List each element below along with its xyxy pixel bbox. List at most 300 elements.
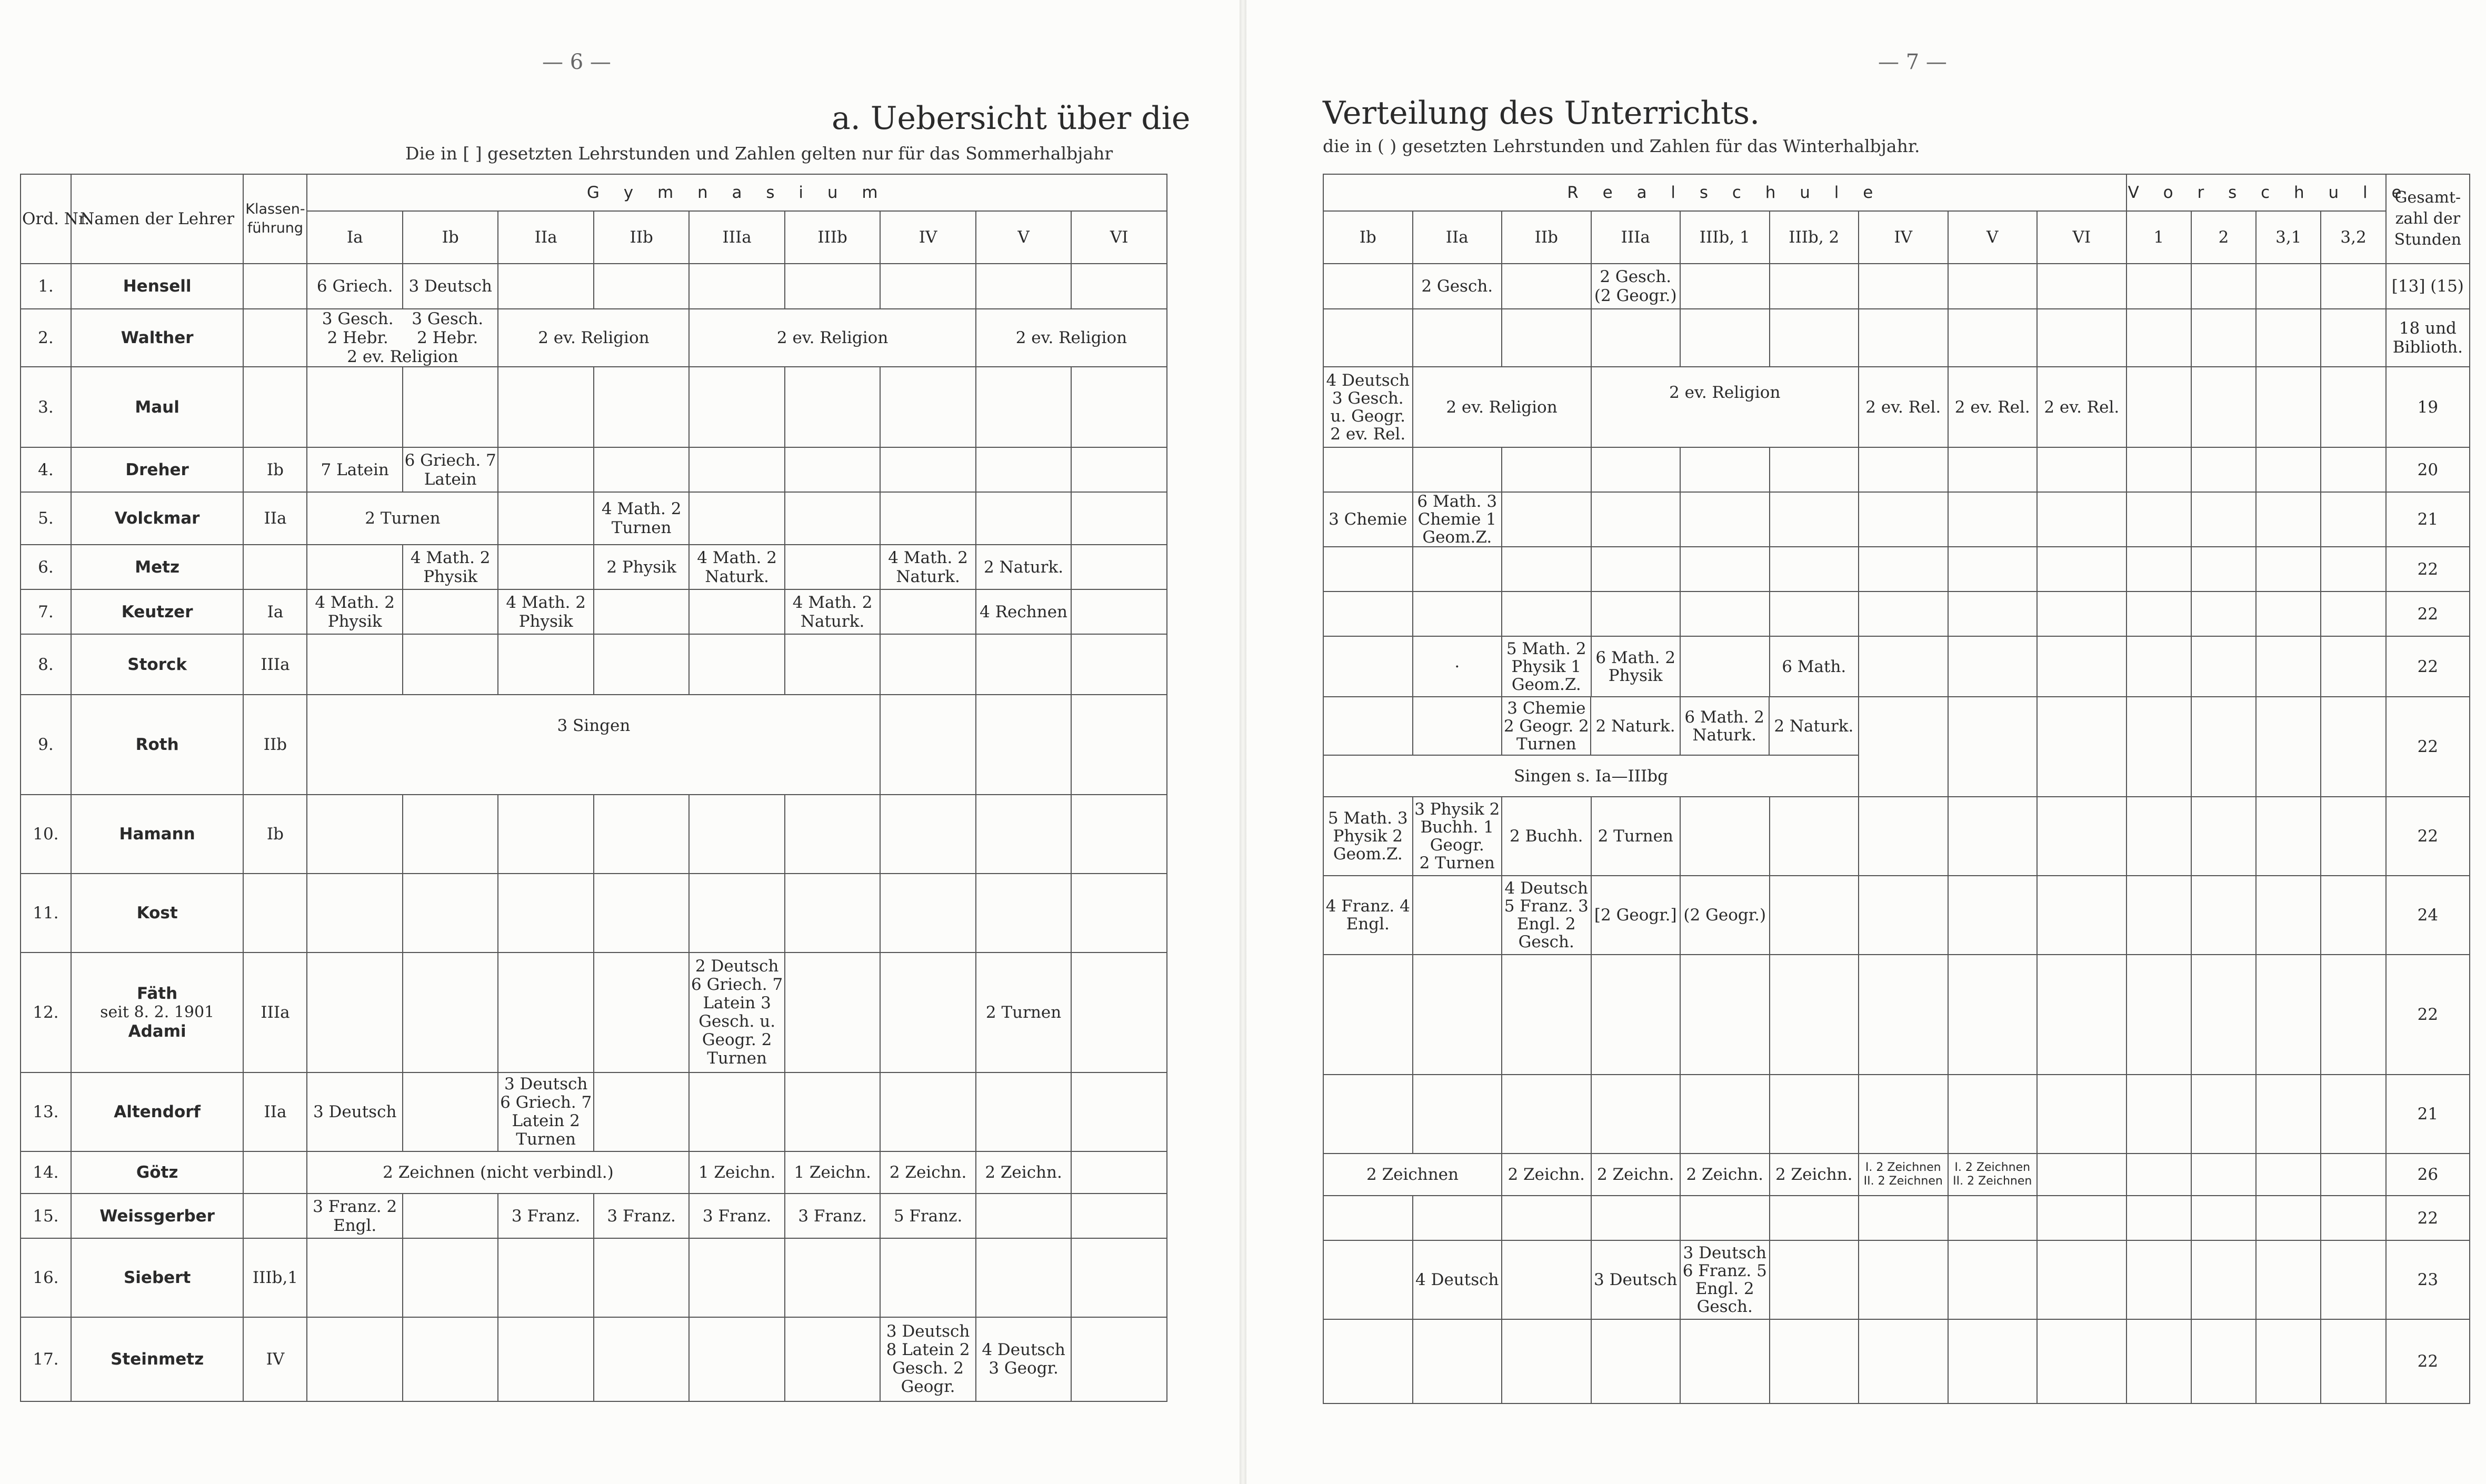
class-lead [243,874,307,952]
empty-cell [2191,492,2256,547]
empty-cell [1071,589,1167,634]
table-row [21,545,1167,589]
teacher-name: Kost [71,874,244,952]
empty-cell [880,795,975,874]
empty-cell [1948,797,2038,876]
empty-cell [1071,1238,1167,1317]
empty-cell [689,1238,784,1317]
empty-cell [2256,636,2321,697]
left-page [0,0,1240,1484]
row-number: 1. [21,264,71,309]
empty-cell [1680,797,1770,876]
empty-cell [2191,547,2256,591]
empty-cell [1948,492,2038,547]
empty-cell [1859,1196,1948,1240]
empty-cell [1948,547,2038,591]
header-class: IIIb, 1 [1680,211,1770,264]
table-row [21,589,1167,634]
empty-cell [1948,309,2038,367]
empty-cell [1071,545,1167,589]
empty-cell [2256,591,2321,636]
empty-cell [2191,797,2256,876]
empty-cell [403,367,498,447]
empty-cell [594,447,689,492]
header-class: Ib [1323,211,1413,264]
empty-cell [880,367,975,447]
row-number: 16. [21,1238,71,1317]
empty-cell [2126,697,2191,797]
empty-cell [307,545,402,589]
lesson-cell: 4 Rechnen [976,589,1071,634]
header-ord: Ord. Nr. [21,174,71,264]
empty-cell [2321,636,2385,697]
empty-cell [880,264,975,309]
empty-cell [2126,309,2191,367]
empty-cell [1859,876,1948,955]
header-class: IIIa [689,211,784,264]
empty-cell [880,492,975,545]
empty-cell [1323,591,1413,636]
empty-cell [1502,1319,1591,1403]
lesson-cell: 4 Math. 2 Physik [498,589,593,634]
empty-cell [498,492,593,545]
empty-cell [1680,547,1770,591]
empty-cell [785,634,880,695]
lesson-cell: 2 ev. Religion [1591,367,1859,447]
empty-cell [1071,1151,1167,1194]
empty-cell [2321,447,2385,492]
empty-cell [689,447,784,492]
empty-cell [498,634,593,695]
empty-cell [403,589,498,634]
lesson-cell: 2 Deutsch 6 Griech. 7 Latein 3 Gesch. u. Geogr. 2 Turnen [689,952,784,1072]
empty-cell [785,952,880,1072]
class-lead: Ia [243,589,307,634]
table-row [21,447,1167,492]
empty-cell [2256,876,2321,955]
class-lead: IIIa [243,634,307,695]
lesson-cell: 2 Turnen [1591,797,1681,876]
table-row [21,264,1167,309]
header-klassen: Klassen-führung [243,174,307,264]
header-class: 1 [2126,211,2191,264]
empty-cell [2191,1319,2256,1403]
lesson-cell: 1 Zeichn. [689,1151,784,1194]
empty-cell [2191,697,2256,797]
table-row [21,492,1167,545]
empty-cell [2191,309,2256,367]
lesson-cell: 2 ev. Religion [689,309,975,367]
empty-cell [785,367,880,447]
empty-cell [1502,1196,1591,1240]
empty-cell [689,1072,784,1151]
empty-cell [1948,1196,2038,1240]
row-number: 6. [21,545,71,589]
empty-cell [2256,309,2321,367]
header-class: IIb [594,211,689,264]
empty-cell [1859,547,1948,591]
header-class: VI [2037,211,2126,264]
row-number: 12. [21,952,71,1072]
header-class: IIa [1413,211,1502,264]
table-row [21,874,1167,952]
teacher-name: Siebert [71,1238,244,1317]
empty-cell [1680,492,1770,547]
empty-cell [2256,547,2321,591]
empty-cell [2126,447,2191,492]
lesson-cell: 1 Zeichn. [785,1151,880,1194]
total-hours: 24 [2386,876,2470,955]
empty-cell [785,545,880,589]
empty-cell [1413,955,1502,1075]
empty-cell [2191,1240,2256,1319]
empty-cell [1071,447,1167,492]
empty-cell [2126,492,2191,547]
empty-cell [1948,636,2038,697]
row-number: 9. [21,695,71,795]
empty-cell [880,1238,975,1317]
header-gymnasium: G y m n a s i u m [307,174,1167,211]
header-class: IIa [498,211,593,264]
empty-cell [1770,1196,1859,1240]
empty-cell [1591,955,1681,1075]
teacher-name: Götz [71,1151,244,1194]
row-number: 3. [21,367,71,447]
lesson-cell: 2 ev. Rel. [1948,367,2038,447]
total-hours: 20 [2386,447,2470,492]
lesson-cell: 3 Franz. [594,1194,689,1238]
lesson-cell: · [1413,636,1502,697]
empty-cell [307,1238,402,1317]
empty-cell [2037,492,2126,547]
empty-cell [880,1072,975,1151]
lesson-cell: 3 Franz. 2 Engl. [307,1194,402,1238]
empty-cell [1591,1075,1681,1154]
class-lead: IIIb,1 [243,1238,307,1317]
lesson-cell: 2 ev. Religion [498,309,689,367]
empty-cell [976,795,1071,874]
table-row [21,1317,1167,1401]
empty-cell [2191,591,2256,636]
class-lead: Ib [243,447,307,492]
empty-cell [1680,264,1770,309]
table-row [1323,1319,2470,1403]
teacher-name: Dreher [71,447,244,492]
empty-cell [1071,264,1167,309]
empty-cell [1502,955,1591,1075]
empty-cell [307,874,402,952]
empty-cell [1859,1240,1948,1319]
table-row [1323,797,2470,876]
empty-cell [1591,309,1681,367]
empty-cell [2037,1075,2126,1154]
empty-cell [785,447,880,492]
empty-cell [594,795,689,874]
table-row [21,309,1167,367]
lesson-cell: 2 Gesch. (2 Geogr.) [1591,264,1681,309]
empty-cell [1591,591,1681,636]
total-hours: 22 [2386,1319,2470,1403]
empty-cell [2256,1154,2321,1196]
empty-cell [2256,955,2321,1075]
header-class: IIIa [1591,211,1681,264]
header-class: VI [1071,211,1167,264]
header-class: 3,2 [2321,211,2385,264]
empty-cell [2256,1196,2321,1240]
empty-cell [594,1238,689,1317]
lesson-cell: 3 Gesch. 2 Hebr. 3 Gesch. 2 Hebr. 2 ev. Religion [307,309,498,367]
empty-cell [1948,1240,2038,1319]
empty-cell [2037,1240,2126,1319]
empty-cell [880,874,975,952]
empty-cell [2321,591,2385,636]
singen-note: Singen s. Ia—IIIbg [1324,755,1858,796]
empty-cell [880,447,975,492]
empty-cell [976,447,1071,492]
empty-cell [1770,309,1859,367]
teacher-name: Keutzer [71,589,244,634]
empty-cell [2256,264,2321,309]
lesson-cell: I. 2 Zeichnen II. 2 Zeichnen [1859,1154,1948,1196]
lesson-cell: 2 Turnen [307,492,498,545]
table-row [21,1238,1167,1317]
lesson-cell: 3 Deutsch 6 Griech. 7 Latein 2 Turnen [498,1072,593,1151]
empty-cell [1323,1075,1413,1154]
empty-cell [2037,447,2126,492]
row-number: 11. [21,874,71,952]
lesson-cell: 4 Math. 2 Turnen [594,492,689,545]
empty-cell [498,447,593,492]
header-class: 3,1 [2256,211,2321,264]
class-lead: IV [243,1317,307,1401]
empty-cell [2037,636,2126,697]
empty-cell [1680,955,1770,1075]
class-lead [243,545,307,589]
empty-cell [785,1317,880,1401]
lesson-cell: 4 Math. 2 Naturk. [785,589,880,634]
empty-cell [2037,955,2126,1075]
lesson-cell: 6 Griech. [307,264,402,309]
teacher-name: Altendorf [71,1072,244,1151]
empty-cell [2191,955,2256,1075]
empty-cell [594,874,689,952]
row-number: 2. [21,309,71,367]
lesson-cell: 2 Naturk. [976,545,1071,589]
empty-cell [307,952,402,1072]
empty-cell [1948,955,2038,1075]
teacher-name: Fäth seit 8. 2. 1901 Adami [71,952,244,1072]
empty-cell [1680,309,1770,367]
empty-cell [498,952,593,1072]
empty-cell [1071,367,1167,447]
empty-cell [976,874,1071,952]
lesson-cell: 3 Deutsch [403,264,498,309]
empty-cell [1770,876,1859,955]
table-row [21,1072,1167,1151]
lesson-cell: 2 Zeichn. [1591,1154,1681,1196]
lesson-cell: 4 Math. 2 Physik [403,545,498,589]
empty-cell [689,874,784,952]
empty-cell [2321,1196,2385,1240]
empty-cell: 2 Naturk. [1774,716,1854,736]
teacher-name: Roth [71,695,244,795]
empty-cell [2256,1319,2321,1403]
empty-cell [2126,264,2191,309]
header-class: IIb [1502,211,1591,264]
empty-cell [307,367,402,447]
empty-cell [880,952,975,1072]
empty-cell [403,795,498,874]
empty-cell [2256,447,2321,492]
empty-cell [1680,1196,1770,1240]
empty-cell [2321,797,2385,876]
table-row [21,1194,1167,1238]
class-lead: IIa [243,1072,307,1151]
lesson-cell: 3 Deutsch [1591,1240,1681,1319]
row-number: 17. [21,1317,71,1401]
empty-cell [1948,591,2038,636]
row-number: 5. [21,492,71,545]
teacher-name: Hensell [71,264,244,309]
empty-cell [2256,367,2321,447]
empty-cell [1948,264,2038,309]
lesson-cell: 5 Math. 3 Physik 2 Geom.Z. [1323,797,1413,876]
empty-cell [403,1072,498,1151]
teacher-name: Maul [71,367,244,447]
header-class: IIIb [785,211,880,264]
empty-cell [785,1238,880,1317]
header-name: Namen der Lehrer [71,174,244,264]
total-hours: 26 [2386,1154,2470,1196]
empty-cell [2037,876,2126,955]
empty-cell [1770,1240,1859,1319]
header-class: Ib [403,211,498,264]
empty-cell [880,695,975,795]
table-row [1323,367,2470,447]
empty-cell [1859,1075,1948,1154]
empty-cell [2037,547,2126,591]
header-class: IV [1859,211,1948,264]
header-vorschule: V o r s c h u l e [2126,174,2386,211]
table-row [21,367,1167,447]
header-class: IV [880,211,975,264]
empty-cell [2256,697,2321,797]
lesson-cell: 4 Math. 2 Naturk. [689,545,784,589]
class-lead: IIb [243,695,307,795]
page-title-left: a. Uebersicht über die [832,100,1191,137]
empty-cell [2321,264,2385,309]
empty-cell [2126,367,2191,447]
empty-cell [689,795,784,874]
empty-cell [2321,1154,2385,1196]
empty-cell [2126,797,2191,876]
lesson-cell: 2 Zeichn. [880,1151,975,1194]
empty-cell [1948,447,2038,492]
header-class: 2 [2191,211,2256,264]
empty-cell [1413,591,1502,636]
empty-cell [1680,1319,1770,1403]
empty-cell [1859,447,1948,492]
empty-cell [2256,1075,2321,1154]
empty-cell [1859,1319,1948,1403]
lesson-cell: 4 Deutsch 3 Gesch. u. Geogr. 2 ev. Rel. [1323,367,1413,447]
empty-cell [1323,264,1413,309]
lesson-cell: 5 Franz. [880,1194,975,1238]
empty-cell [594,264,689,309]
empty-cell [1071,1194,1167,1238]
right-page [1246,0,2486,1484]
empty-cell [2037,264,2126,309]
empty-cell [2321,492,2385,547]
class-lead: IIa [243,492,307,545]
empty-cell [498,874,593,952]
empty-cell [2321,876,2385,955]
empty-cell [1770,1319,1859,1403]
lesson-cell [1323,697,1859,797]
empty-cell [1770,492,1859,547]
empty-cell [689,589,784,634]
empty-cell [689,367,784,447]
empty-cell [2321,367,2385,447]
empty-cell [976,1194,1071,1238]
table-row [1323,697,2470,797]
empty-cell [1591,547,1681,591]
table-row [21,952,1167,1072]
empty-cell [1502,591,1591,636]
table-row [1323,547,2470,591]
teacher-name: Metz [71,545,244,589]
empty-cell [403,1194,498,1238]
empty-cell [594,1072,689,1151]
page-number-left: — 6 — [542,50,611,74]
row-number: 7. [21,589,71,634]
lesson-cell: 2 Zeichn. [1502,1154,1591,1196]
empty-cell [1770,955,1859,1075]
empty-cell [785,1072,880,1151]
empty-cell [976,634,1071,695]
empty-cell [2321,1075,2385,1154]
empty-cell [2191,1196,2256,1240]
empty-cell [1413,697,1502,755]
empty-cell [498,1238,593,1317]
empty-cell [1413,447,1502,492]
lesson-cell: 5 Math. 2 Physik 1 Geom.Z. [1502,636,1591,697]
empty-cell [1859,264,1948,309]
empty-cell [594,952,689,1072]
lesson-cell: 7 Latein [307,447,402,492]
header-class: V [976,211,1071,264]
empty-cell [2191,636,2256,697]
header-total: Gesamt-zahl der Stunden [2386,174,2470,264]
empty-cell [2037,591,2126,636]
lesson-cell: 2 Zeichn. [1680,1154,1770,1196]
empty-cell [2321,1240,2385,1319]
table-row [1323,1196,2470,1240]
class-lead [243,367,307,447]
empty-cell [2321,697,2385,797]
empty-cell [2256,1240,2321,1319]
empty-cell [1859,697,1948,797]
total-hours: 18 und Biblioth. [2386,309,2470,367]
lesson-cell: 2 Buchh. [1502,797,1591,876]
lesson-cell: 2 Zeichn. [976,1151,1071,1194]
empty-cell [1071,1072,1167,1151]
lesson-cell: 4 Franz. 4 Engl. [1323,876,1413,955]
empty-cell [594,589,689,634]
empty-cell [785,264,880,309]
empty-cell [976,492,1071,545]
empty-cell [1591,447,1681,492]
